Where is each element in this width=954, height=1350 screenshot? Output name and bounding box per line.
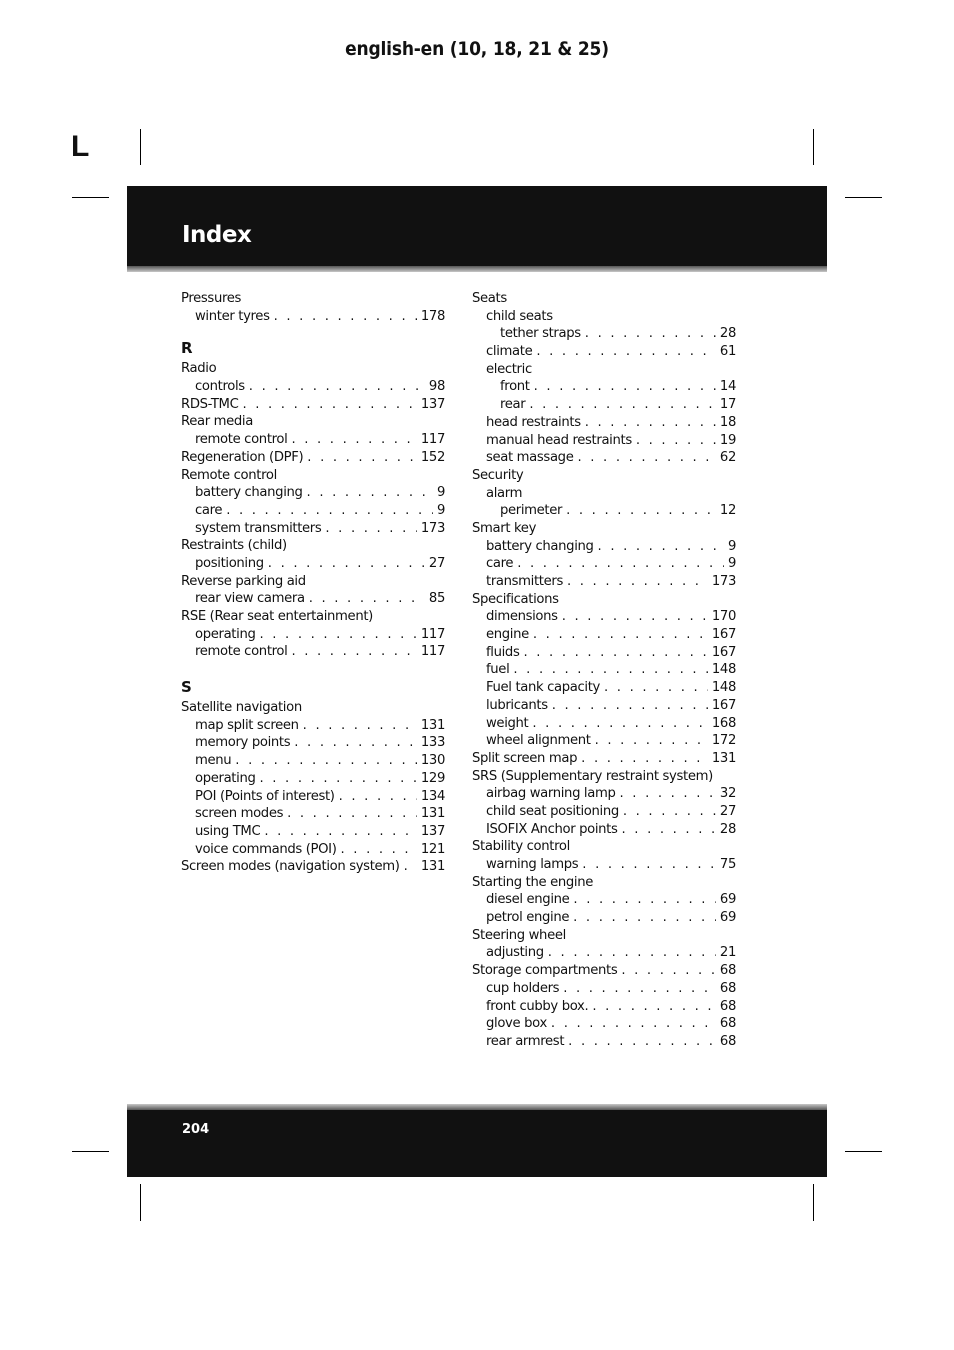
entry-label: RSE (Rear seat entertainment) bbox=[181, 609, 373, 624]
leader-dots bbox=[259, 626, 416, 644]
entry-label: Reverse parking aid bbox=[181, 573, 306, 589]
index-entry bbox=[181, 555, 445, 573]
leader-dots bbox=[291, 431, 416, 449]
page-ref: 12 bbox=[719, 503, 736, 519]
page-ref: 131 bbox=[420, 717, 445, 733]
leader-dots bbox=[242, 396, 416, 414]
entry-label: positioning bbox=[195, 555, 264, 571]
leader-dots bbox=[566, 502, 716, 520]
entry-label: climate bbox=[486, 344, 533, 360]
index-entry bbox=[181, 788, 445, 806]
index-entry bbox=[472, 538, 736, 556]
entry-label: Steering wheel bbox=[472, 927, 566, 943]
leader-dots bbox=[562, 608, 708, 626]
leader-dots bbox=[636, 432, 716, 450]
page-ref: 18 bbox=[719, 414, 736, 430]
leader-dots bbox=[307, 449, 417, 467]
leader-dots bbox=[309, 590, 425, 608]
index-entry bbox=[181, 378, 445, 396]
entry-label: Remote control bbox=[181, 467, 277, 483]
index-entry bbox=[181, 805, 445, 823]
entry-label: child seat positioning bbox=[486, 803, 619, 819]
entry-label: Rear media bbox=[181, 414, 253, 430]
entry-label: map split screen bbox=[195, 717, 299, 733]
index-entry bbox=[472, 414, 736, 432]
leader-dots bbox=[595, 732, 708, 750]
leader-dots bbox=[249, 378, 425, 396]
page-ref: 178 bbox=[420, 308, 445, 324]
entry-label: winter tyres bbox=[195, 308, 270, 324]
index-entry bbox=[472, 750, 736, 768]
entry-label: front cubby box. bbox=[486, 998, 589, 1014]
entry-label: Specifications bbox=[472, 591, 559, 607]
page-ref: 121 bbox=[420, 841, 445, 857]
crop-mark bbox=[140, 129, 141, 165]
entry-label: ISOFIX Anchor points bbox=[486, 821, 618, 837]
leader-dots bbox=[235, 752, 417, 770]
leader-dots bbox=[532, 715, 708, 733]
index-entry bbox=[472, 608, 736, 626]
leader-dots bbox=[523, 644, 707, 662]
entry-label: petrol engine bbox=[486, 910, 570, 926]
entry-label: manual head restraints bbox=[486, 432, 632, 448]
index-entry bbox=[472, 1033, 736, 1051]
entry-label: using TMC bbox=[195, 823, 261, 839]
leader-dots bbox=[582, 856, 716, 874]
index-entry bbox=[472, 644, 736, 662]
leader-dots bbox=[264, 823, 417, 841]
page-ref: 68 bbox=[719, 1016, 736, 1032]
leader-dots bbox=[325, 520, 416, 538]
page-ref: 134 bbox=[420, 788, 445, 804]
leader-dots bbox=[573, 909, 716, 927]
page-ref: 75 bbox=[719, 857, 736, 872]
leader-dots bbox=[563, 980, 716, 998]
page-ref: 9 bbox=[436, 502, 445, 518]
entry-label: controls bbox=[195, 379, 245, 395]
index-entry bbox=[181, 626, 445, 644]
page-ref: 152 bbox=[420, 449, 445, 465]
page-ref: 68 bbox=[719, 980, 736, 996]
index-entry bbox=[472, 679, 736, 697]
page-ref: 69 bbox=[719, 910, 736, 926]
entry-label: RDS-TMC bbox=[181, 396, 239, 412]
entry-label: Fuel tank capacity bbox=[486, 680, 601, 696]
index-entry bbox=[472, 980, 736, 998]
entry-label: voice commands (POI) bbox=[195, 841, 337, 857]
index-entry bbox=[472, 485, 736, 503]
page-ref: 131 bbox=[420, 806, 445, 822]
entry-label: lubricants bbox=[486, 697, 548, 713]
index-entry bbox=[181, 431, 445, 449]
entry-label: Restraints (child) bbox=[181, 538, 287, 554]
index-entry bbox=[472, 821, 736, 839]
page-ref: 130 bbox=[420, 753, 445, 769]
page-ref: 21 bbox=[719, 945, 736, 961]
page-ref: 137 bbox=[420, 396, 445, 412]
page-ref: 117 bbox=[420, 644, 445, 660]
index-entry bbox=[181, 520, 445, 538]
entry-label: POI (Points of interest) bbox=[195, 788, 335, 804]
leader-dots bbox=[268, 555, 425, 573]
entry-label: airbag warning lamp bbox=[486, 786, 616, 802]
entry-label: fuel bbox=[486, 662, 510, 678]
entry-label: dimensions bbox=[486, 609, 558, 625]
page-ref: 85 bbox=[428, 591, 445, 607]
index-entry bbox=[472, 449, 736, 467]
leader-dots bbox=[291, 643, 416, 661]
index-entry bbox=[181, 308, 445, 326]
entry-label: fluids bbox=[486, 644, 520, 660]
index-entry bbox=[472, 361, 736, 379]
leader-dots bbox=[585, 325, 716, 343]
index-entry bbox=[472, 325, 736, 343]
entry-label: SRS (Supplementary restraint system) bbox=[472, 768, 713, 784]
leader-dots bbox=[274, 308, 417, 326]
page-ref: 9 bbox=[436, 485, 445, 501]
index-entry bbox=[181, 858, 445, 876]
index-entry bbox=[181, 699, 445, 717]
index-entry bbox=[181, 841, 445, 859]
crop-mark bbox=[845, 1151, 882, 1152]
entry-label: Storage compartments bbox=[472, 963, 618, 979]
index-entry bbox=[472, 874, 736, 892]
leader-dots bbox=[573, 891, 715, 909]
index-entry bbox=[472, 626, 736, 644]
index-entry bbox=[472, 520, 736, 538]
index-entry bbox=[181, 449, 445, 467]
index-letter-heading: S bbox=[181, 678, 192, 697]
entry-label: battery changing bbox=[195, 485, 303, 501]
page-ref: 172 bbox=[711, 733, 736, 749]
index-entry bbox=[181, 537, 445, 555]
index-entry bbox=[472, 838, 736, 856]
entry-label: care bbox=[195, 502, 223, 518]
index-entry bbox=[472, 661, 736, 679]
leader-dots bbox=[303, 717, 417, 735]
leader-dots bbox=[294, 734, 417, 752]
leader-dots bbox=[598, 538, 724, 556]
index-entry bbox=[181, 717, 445, 735]
index-entry bbox=[472, 378, 736, 396]
leader-dots bbox=[621, 962, 716, 980]
leader-dots bbox=[592, 998, 716, 1016]
page-ref: 168 bbox=[711, 715, 736, 731]
leader-dots bbox=[585, 414, 716, 432]
entry-label: warning lamps bbox=[486, 857, 579, 872]
page-ref: 167 bbox=[711, 627, 736, 643]
entry-label: remote control bbox=[195, 644, 288, 660]
entry-label: seat massage bbox=[486, 450, 574, 466]
leader-dots bbox=[259, 770, 416, 788]
corner-mark: L bbox=[71, 130, 90, 163]
page-ref: 167 bbox=[711, 644, 736, 660]
index-entry bbox=[181, 467, 445, 485]
index-entry bbox=[181, 502, 445, 520]
leader-dots bbox=[533, 626, 708, 644]
index-entry bbox=[472, 962, 736, 980]
page-ref: 68 bbox=[719, 963, 736, 979]
leader-dots bbox=[620, 785, 716, 803]
page-ref: 117 bbox=[420, 432, 445, 448]
leader-dots bbox=[567, 573, 708, 591]
index-entry bbox=[472, 909, 736, 927]
leader-dots bbox=[568, 1033, 716, 1051]
page-ref: 129 bbox=[420, 770, 445, 786]
entry-label: engine bbox=[486, 627, 529, 643]
index-entry bbox=[181, 823, 445, 841]
index-column-left bbox=[181, 290, 445, 876]
entry-label: head restraints bbox=[486, 414, 581, 430]
page-number: 204 bbox=[182, 1122, 210, 1137]
section-header-shadow bbox=[127, 266, 827, 272]
page-ref: 98 bbox=[428, 379, 445, 395]
leader-dots bbox=[552, 697, 708, 715]
page-ref: 28 bbox=[719, 326, 736, 342]
page-ref: 19 bbox=[719, 432, 736, 448]
crop-mark bbox=[140, 1184, 141, 1221]
entry-label: adjusting bbox=[486, 945, 544, 961]
page-ref: 173 bbox=[420, 520, 445, 536]
leader-dots bbox=[513, 661, 707, 679]
page-ref: 148 bbox=[711, 662, 736, 678]
entry-label: Seats bbox=[472, 291, 507, 306]
index-entry bbox=[181, 734, 445, 752]
entry-label: glove box bbox=[486, 1016, 547, 1032]
leader-dots bbox=[536, 343, 716, 361]
leader-dots bbox=[534, 378, 716, 396]
index-entry bbox=[181, 413, 445, 431]
page-ref: 148 bbox=[711, 680, 736, 696]
entry-label: menu bbox=[195, 753, 232, 769]
entry-label: Satellite navigation bbox=[181, 700, 302, 716]
leader-dots bbox=[577, 449, 715, 467]
entry-label: Stability control bbox=[472, 839, 570, 855]
leader-dots bbox=[551, 1015, 716, 1033]
leader-dots bbox=[623, 803, 716, 821]
document-header-title: english-en (10, 18, 21 & 25) bbox=[345, 38, 609, 60]
index-entry bbox=[472, 803, 736, 821]
entry-label: perimeter bbox=[500, 503, 563, 519]
index-entry bbox=[472, 891, 736, 909]
leader-dots bbox=[548, 944, 716, 962]
entry-label: Screen modes (navigation system) bbox=[181, 859, 400, 875]
index-entry bbox=[181, 770, 445, 788]
index-entry bbox=[181, 290, 445, 308]
page-ref: 14 bbox=[719, 379, 736, 395]
entry-label: cup holders bbox=[486, 980, 560, 996]
page-ref: 28 bbox=[719, 821, 736, 837]
index-entry bbox=[181, 484, 445, 502]
page-ref: 131 bbox=[420, 859, 445, 875]
index-entry bbox=[472, 927, 736, 945]
index-entry bbox=[472, 467, 736, 485]
page-ref: 27 bbox=[428, 555, 445, 571]
entry-label: tether straps bbox=[500, 326, 581, 342]
index-entry bbox=[472, 715, 736, 733]
index-entry bbox=[181, 608, 445, 626]
entry-label: Radio bbox=[181, 361, 217, 377]
entry-label: rear view camera bbox=[195, 591, 305, 607]
entry-label: remote control bbox=[195, 432, 288, 448]
index-entry bbox=[472, 785, 736, 803]
index-entry bbox=[472, 856, 736, 874]
index-entry bbox=[181, 396, 445, 414]
entry-label: Split screen map bbox=[472, 750, 578, 766]
entry-label: screen modes bbox=[195, 806, 284, 822]
leader-dots bbox=[622, 821, 716, 839]
page-ref: 27 bbox=[719, 803, 736, 819]
entry-label: battery changing bbox=[486, 538, 594, 554]
page-ref: 137 bbox=[420, 823, 445, 839]
page-ref: 68 bbox=[719, 1033, 736, 1049]
page-ref: 133 bbox=[420, 735, 445, 751]
section-title: Index bbox=[182, 222, 252, 248]
index-entry bbox=[472, 697, 736, 715]
entry-label: memory points bbox=[195, 735, 291, 751]
index-entry bbox=[472, 1015, 736, 1033]
page-ref: 9 bbox=[727, 538, 736, 554]
index-entry bbox=[181, 643, 445, 661]
entry-label: rear armrest bbox=[486, 1033, 565, 1049]
entry-label: transmitters bbox=[486, 574, 563, 589]
index-entry bbox=[472, 573, 736, 591]
index-entry bbox=[472, 555, 736, 573]
entry-label: child seats bbox=[486, 308, 553, 324]
index-entry bbox=[472, 502, 736, 520]
page-ref: 117 bbox=[420, 626, 445, 642]
entry-label: operating bbox=[195, 770, 256, 786]
entry-label: operating bbox=[195, 626, 256, 642]
entry-label: system transmitters bbox=[195, 520, 322, 536]
page-ref: 170 bbox=[711, 609, 736, 625]
crop-mark bbox=[813, 129, 814, 165]
footer-band bbox=[127, 1110, 827, 1177]
leader-dots bbox=[287, 805, 417, 823]
index-entry bbox=[472, 290, 736, 308]
entry-label: Regeneration (DPF) bbox=[181, 449, 304, 465]
leader-dots bbox=[604, 679, 708, 697]
index-entry bbox=[472, 732, 736, 750]
leader-dots bbox=[529, 396, 716, 414]
crop-mark bbox=[72, 1151, 109, 1152]
page-ref: 69 bbox=[719, 892, 736, 908]
entry-label: rear bbox=[500, 397, 526, 413]
index-entry bbox=[472, 343, 736, 361]
entry-label: care bbox=[486, 556, 514, 572]
crop-mark bbox=[845, 197, 882, 198]
page-ref: 61 bbox=[719, 344, 736, 360]
index-entry bbox=[472, 308, 736, 326]
index-entry bbox=[472, 432, 736, 450]
leader-dots bbox=[339, 788, 417, 806]
index-entry bbox=[472, 768, 736, 786]
index-entry bbox=[181, 590, 445, 608]
entry-label: Pressures bbox=[181, 291, 242, 306]
entry-label: front bbox=[500, 379, 530, 395]
page-ref: 173 bbox=[711, 574, 736, 589]
page-ref: 131 bbox=[711, 750, 736, 766]
index-entry bbox=[472, 591, 736, 609]
index-letter-heading: R bbox=[181, 339, 193, 358]
entry-label: wheel alignment bbox=[486, 733, 591, 749]
entry-label: Security bbox=[472, 467, 524, 483]
leader-dots bbox=[517, 555, 724, 573]
crop-mark bbox=[72, 197, 109, 198]
page-ref: 32 bbox=[719, 786, 736, 802]
page-ref: 17 bbox=[719, 397, 736, 413]
index-entry bbox=[472, 396, 736, 414]
leader-dots bbox=[307, 484, 433, 502]
page-ref: 167 bbox=[711, 697, 736, 713]
page-ref: 62 bbox=[719, 450, 736, 466]
entry-label: Starting the engine bbox=[472, 874, 593, 890]
entry-label: electric bbox=[486, 361, 532, 377]
index-column-right bbox=[472, 290, 736, 1051]
leader-dots bbox=[226, 502, 433, 520]
page-ref: 9 bbox=[727, 556, 736, 572]
index-entry bbox=[181, 360, 445, 378]
entry-label: weight bbox=[486, 715, 529, 731]
index-entry bbox=[472, 944, 736, 962]
entry-label: alarm bbox=[486, 485, 523, 501]
leader-dots bbox=[581, 750, 708, 768]
leader-dots bbox=[404, 858, 417, 876]
entry-label: diesel engine bbox=[486, 892, 570, 908]
index-entry bbox=[472, 998, 736, 1016]
entry-label: Smart key bbox=[472, 520, 537, 536]
index-entry bbox=[181, 752, 445, 770]
crop-mark bbox=[813, 1184, 814, 1221]
page-ref: 68 bbox=[719, 998, 736, 1014]
leader-dots bbox=[341, 841, 417, 859]
index-entry bbox=[181, 573, 445, 591]
